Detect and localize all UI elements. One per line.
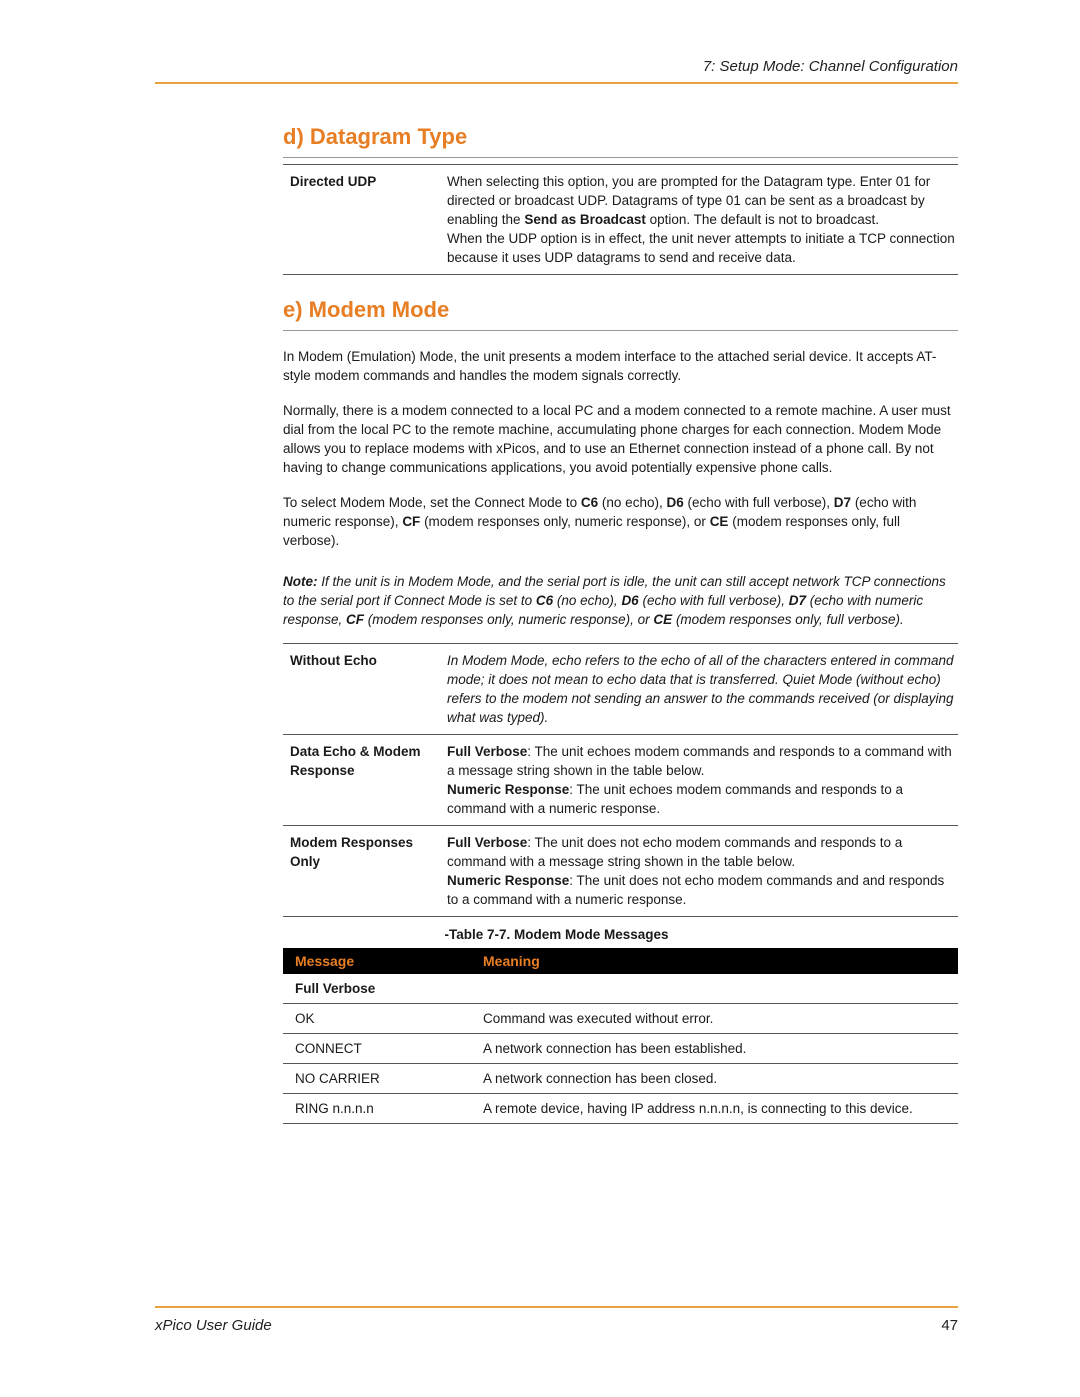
table-caption-text: -Table 7-7. Modem Mode Messages	[444, 927, 669, 942]
meaning-cell: A network connection has been established.	[483, 1041, 747, 1056]
meaning-cell: Command was executed without error.	[483, 1011, 714, 1026]
modem-mode-messages-table	[283, 948, 958, 1124]
paragraph: Full Verbose: The unit does not echo modem commands and responds to a command with a message string shown in the table below.	[447, 835, 903, 869]
row-content	[447, 644, 958, 734]
paragraph: Full Verbose: The unit echoes modem commands and responds to a command with a message string shown in the table below.	[447, 744, 952, 778]
body-paragraph: To select Modem Mode, set the Connect Mode to C6 (no echo), D6 (echo with full verbose), D7 (echo with numeric response), CF (modem responses only, numeric response), or CE (modem responses only, full verbose).	[283, 495, 917, 548]
row-label: Modem Responses Only	[290, 835, 414, 869]
column-header-meaning: Meaning	[483, 953, 540, 969]
paragraph: When selecting this option, you are prompted for the Datagram type. Enter 01 for directed or broadcast UDP. Datagrams of type 01 can be sent as a broadcast by enabling the Send as Broadcast option. The default is not to broadcast.	[447, 174, 931, 227]
page-body	[283, 122, 958, 1124]
footer-document-title: xPico User Guide	[155, 1317, 272, 1334]
meaning-cell: A network connection has been closed.	[483, 1071, 718, 1086]
body-paragraph: In Modem (Emulation) Mode, the unit presents a modem interface to the attached serial device. It accepts AT-style modem commands and handles the modem signals correctly.	[283, 349, 937, 383]
meaning-cell: A remote device, having IP address n.n.n.n, is connecting to this device.	[483, 1101, 913, 1116]
modem-mode-table	[283, 643, 958, 917]
message-cell: RING n.n.n.n	[295, 1101, 374, 1116]
datagram-type-table	[283, 164, 958, 275]
body-paragraph: Normally, there is a modem connected to a local PC and a modem connected to a remote machine. A user must dial from the local PC to the remote machine, accumulating phone charges for each connection. Modem Mode allows you to replace modems with xPicos, and to use an Ethernet connection instead of a phone call. By not having to change communications applications, you avoid potentially expensive phone calls.	[283, 403, 951, 475]
paragraph: In Modem Mode, echo refers to the echo of all of the characters entered in command mode; it does not mean to echo data that is transferred. Quiet Mode (without echo) refers to the modem not sending an answer to the commands received (or displaying what was typed).	[447, 653, 954, 725]
row-content	[447, 826, 958, 916]
header-title: 7: Setup Mode: Channel Configuration	[702, 58, 958, 75]
row-content	[447, 735, 958, 825]
message-row	[283, 1094, 958, 1124]
paragraph: Numeric Response: The unit echoes modem commands and responds to a command with a numeric response.	[447, 782, 903, 816]
table-row-without-echo	[283, 644, 958, 735]
row-label: Directed UDP	[290, 174, 377, 189]
section-heading-modem-mode: e) Modem Mode	[283, 297, 958, 331]
message-row	[283, 1064, 958, 1094]
page-footer	[155, 1306, 958, 1334]
message-row	[283, 1034, 958, 1064]
table-row-data-echo-modem-response	[283, 735, 958, 826]
page-header	[155, 58, 958, 84]
note-paragraph: Note: If the unit is in Modem Mode, and the serial port is idle, the unit can still accept network TCP connections to the serial port if Connect Mode is set to C6 (no echo), D6 (echo with full verbose), D7 (echo with numeric response, CF (modem responses only, numeric response), or CE (modem responses only, full verbose).	[283, 574, 946, 627]
section-heading-datagram-type: d) Datagram Type	[283, 124, 958, 158]
row-label: Data Echo & Modem Response	[290, 744, 421, 778]
table-header-row	[283, 948, 958, 974]
footer-page-number: 47	[941, 1317, 958, 1334]
column-header-message: Message	[295, 953, 355, 969]
row-label: Without Echo	[290, 653, 377, 668]
table-row-modem-responses-only	[283, 826, 958, 916]
table-row-directed-udp	[283, 165, 958, 274]
group-header-full-verbose: Full Verbose	[283, 974, 958, 1004]
row-content	[447, 165, 958, 274]
message-cell: OK	[295, 1011, 315, 1026]
message-cell: NO CARRIER	[295, 1071, 380, 1086]
message-row	[283, 1004, 958, 1034]
paragraph: Numeric Response: The unit does not echo modem commands and and responds to a command with a numeric response.	[447, 873, 945, 907]
message-cell: CONNECT	[295, 1041, 362, 1056]
paragraph: When the UDP option is in effect, the unit never attempts to initiate a TCP connection because it uses UDP datagrams to send and receive data.	[447, 231, 955, 265]
table-caption	[155, 927, 958, 942]
